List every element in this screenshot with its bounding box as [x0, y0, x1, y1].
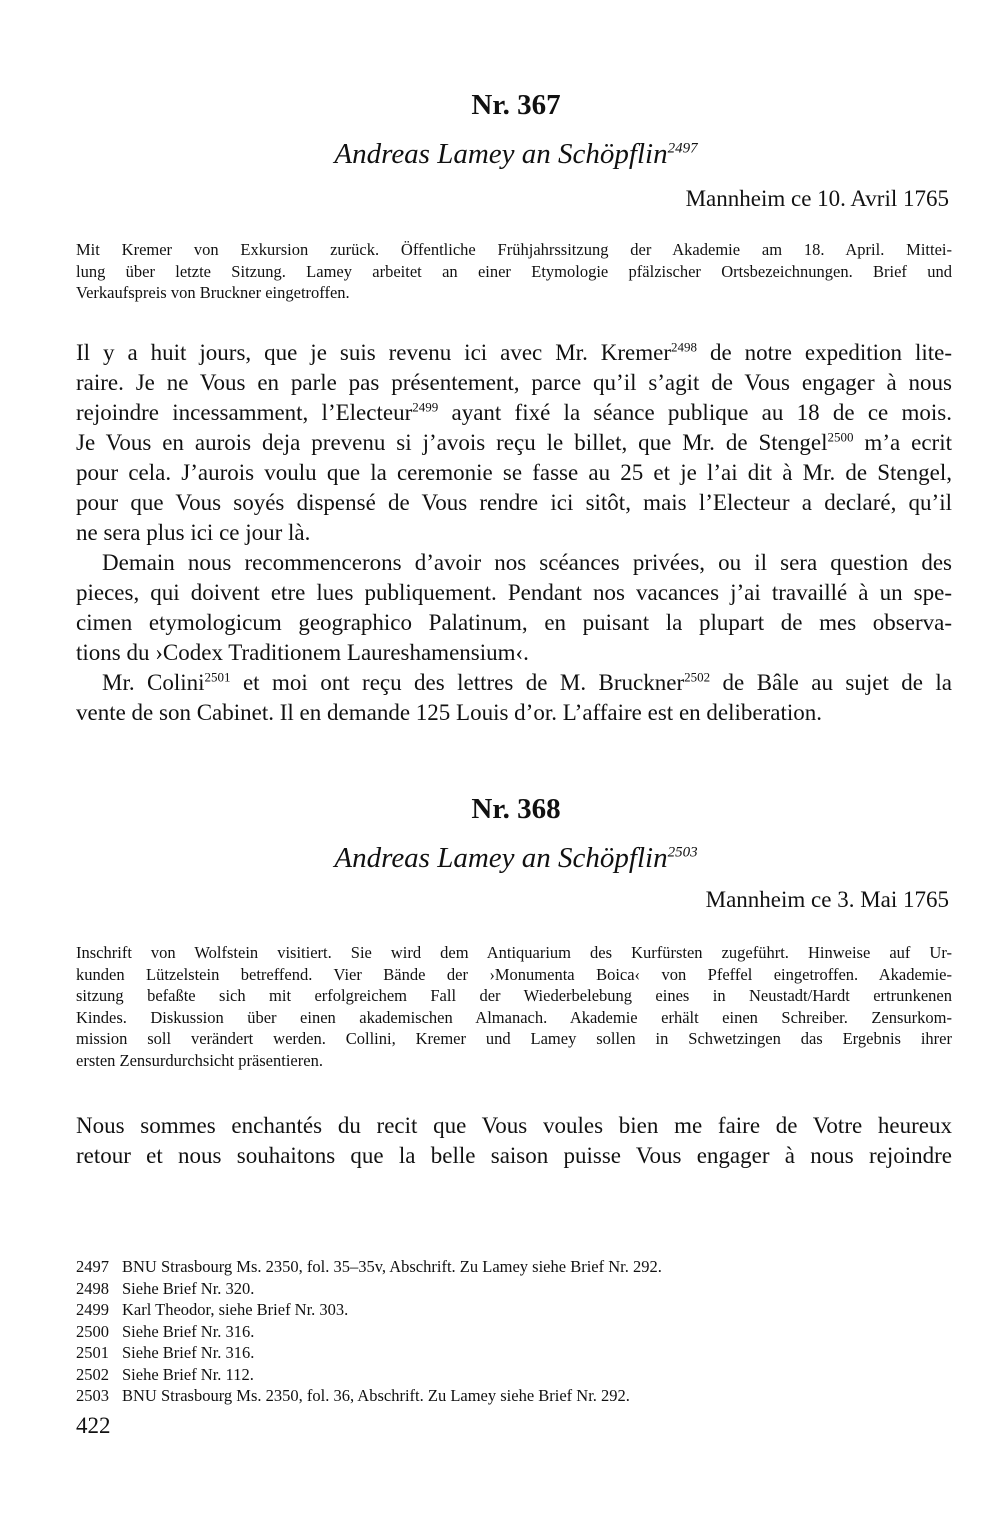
text-run: Mr. Colini: [102, 670, 205, 695]
body-line: raire. Je ne Vous en parle pas présentement, parce qu’il s’agit de Vous engager à nous: [76, 370, 952, 395]
summary-line: mission soll verändert werden. Collini, Kremer und Lamey sollen in Schwetzingen das Ergebnis ihrer: [76, 1029, 952, 1048]
footnote-number: 2502: [76, 1364, 109, 1384]
body-line: cimen etymologicum geographico Palatinum, en puisant la plupart de mes observa-: [76, 610, 952, 635]
body-line: [76, 668, 952, 698]
footnote: [76, 1278, 662, 1300]
summary-line: Mit Kremer von Exkursion zurück. Öffentliche Frühjahrssitzung der Akademie am 18. April. Mittei-: [76, 240, 952, 259]
footnote-number: 2503: [76, 1386, 109, 1405]
summary-367: [76, 239, 952, 304]
summary-line: kunden Lützelstein betreffend. Vier Bände der ›Monumenta Boica‹ von Pfeffel eingetroffen. Akademie-: [76, 964, 952, 984]
letter-number-367: Nr. 367: [471, 89, 561, 121]
letter-number-368: Nr. 368: [471, 793, 561, 825]
footnote-number: 2499: [76, 1300, 109, 1319]
footnote: [76, 1364, 662, 1386]
summary-368: [76, 942, 952, 1071]
footnote-number: 2500: [76, 1321, 109, 1341]
text-run: de Bâle au sujet de la: [710, 670, 953, 695]
footnote-ref: 2497: [667, 140, 698, 157]
footnote-ref: 2500: [827, 429, 854, 445]
text-run: Il y a huit jours, que je suis revenu ici avec Mr. Kremer: [76, 340, 672, 365]
footnote: [76, 1299, 662, 1321]
text-run: ayant fixé la séance publique au 18 de ce mois.: [438, 400, 952, 425]
body-line: tions du ›Codex Traditionem Laureshamensium‹.: [76, 640, 529, 665]
body-line: [76, 428, 952, 458]
footnote-number: 2497: [76, 1257, 109, 1276]
summary-line: sitzung befaßte sich mit erfolgreichem Fall der Wiederbelebung eines in Neustadt/Hardt ertrunkenen: [76, 986, 952, 1005]
text-run: et moi ont reçu des lettres de M. Bruckner: [230, 670, 685, 695]
summary-line: Inschrift von Wolfstein visitiert. Sie wird dem Antiquarium des Kurfürsten zugeführt. Hinweise auf Ur-: [76, 943, 952, 962]
footnote-ref: 2502: [684, 669, 711, 685]
letter-body-367: [76, 338, 952, 728]
footnote: [76, 1385, 662, 1407]
footnote: [76, 1321, 662, 1343]
footnote-text: Siehe Brief Nr. 316.: [122, 1321, 255, 1341]
page-number: 422: [76, 1413, 111, 1438]
footnote-ref: 2503: [667, 844, 698, 861]
letter-title-367: [0, 138, 1000, 171]
body-line: retour et nous souhaitons que la belle saison puisse Vous engager à nous rejoindre: [76, 1143, 952, 1168]
body-line: ne sera plus ici ce jour là.: [76, 520, 311, 545]
text-run: rejoindre incessamment, l’Electeur: [76, 400, 413, 425]
dateline-368: Mannheim ce 3. Mai 1765: [705, 887, 949, 912]
footnote-ref: 2501: [204, 669, 231, 685]
letter-title-text: Andreas Lamey an Schöpflin: [334, 842, 668, 874]
footnote: [76, 1256, 662, 1278]
summary-line: Verkaufspreis von Bruckner eingetroffen.: [76, 283, 350, 302]
letter-title-text: Andreas Lamey an Schöpflin: [334, 138, 668, 170]
text-run: m’a ecrit: [853, 430, 952, 455]
body-line: Nous sommes enchantés du recit que Vous voules bien me faire de Votre heureux: [76, 1113, 952, 1138]
footnote-number: 2498: [76, 1278, 109, 1298]
letter-body-368: [76, 1111, 952, 1171]
body-line: [76, 398, 952, 428]
summary-line: Kindes. Diskussion über einen akademischen Almanach. Akademie erhält einen Schreiber. Zensurkom-: [76, 1007, 952, 1027]
summary-line: lung über letzte Sitzung. Lamey arbeitet an einer Etymologie pfälzischer Ortsbezeichnungen. Brief und: [76, 261, 952, 281]
text-run: de notre expedition lite-: [697, 340, 952, 365]
body-line: pour cela. J’aurois voulu que la ceremonie se fasse au 25 et je l’ai dit à Mr. de Stengel,: [76, 460, 952, 485]
footnote-text: Siehe Brief Nr. 316.: [122, 1343, 255, 1362]
body-line: [76, 338, 952, 368]
body-line: pour que Vous soyés dispensé de Vous rendre ici sitôt, mais l’Electeur a declaré, qu’il: [76, 490, 952, 515]
footnote-text: BNU Strasbourg Ms. 2350, fol. 36, Abschrift. Zu Lamey siehe Brief Nr. 292.: [122, 1386, 630, 1405]
dateline-367: Mannheim ce 10. Avril 1765: [685, 186, 949, 211]
body-line: vente de son Cabinet. Il en demande 125 Louis d’or. L’affaire est en deliberation.: [76, 700, 822, 725]
footnote-number: 2501: [76, 1343, 109, 1362]
footnote-text: Siehe Brief Nr. 320.: [122, 1278, 255, 1298]
footnote: [76, 1342, 662, 1364]
letter-title-368: [0, 842, 1000, 875]
body-line: pieces, qui doivent etre lues publiquement. Pendant nos vacances j’ai travaillé à un spe-: [76, 580, 952, 605]
footnotes: [76, 1256, 662, 1407]
footnote-text: Siehe Brief Nr. 112.: [122, 1364, 254, 1384]
footnote-ref: 2498: [671, 339, 698, 355]
footnote-text: Karl Theodor, siehe Brief Nr. 303.: [122, 1300, 349, 1319]
summary-line: ersten Zensurdurchsicht präsentieren.: [76, 1050, 323, 1070]
footnote-text: BNU Strasbourg Ms. 2350, fol. 35–35v, Abschrift. Zu Lamey siehe Brief Nr. 292.: [122, 1257, 662, 1276]
text-run: Je Vous en aurois deja prevenu si j’avois reçu le billet, que Mr. de Stengel: [76, 430, 828, 455]
footnote-ref: 2499: [412, 399, 439, 415]
body-line: Demain nous recommencerons d’avoir nos scéances privées, ou il sera question des: [102, 550, 952, 575]
